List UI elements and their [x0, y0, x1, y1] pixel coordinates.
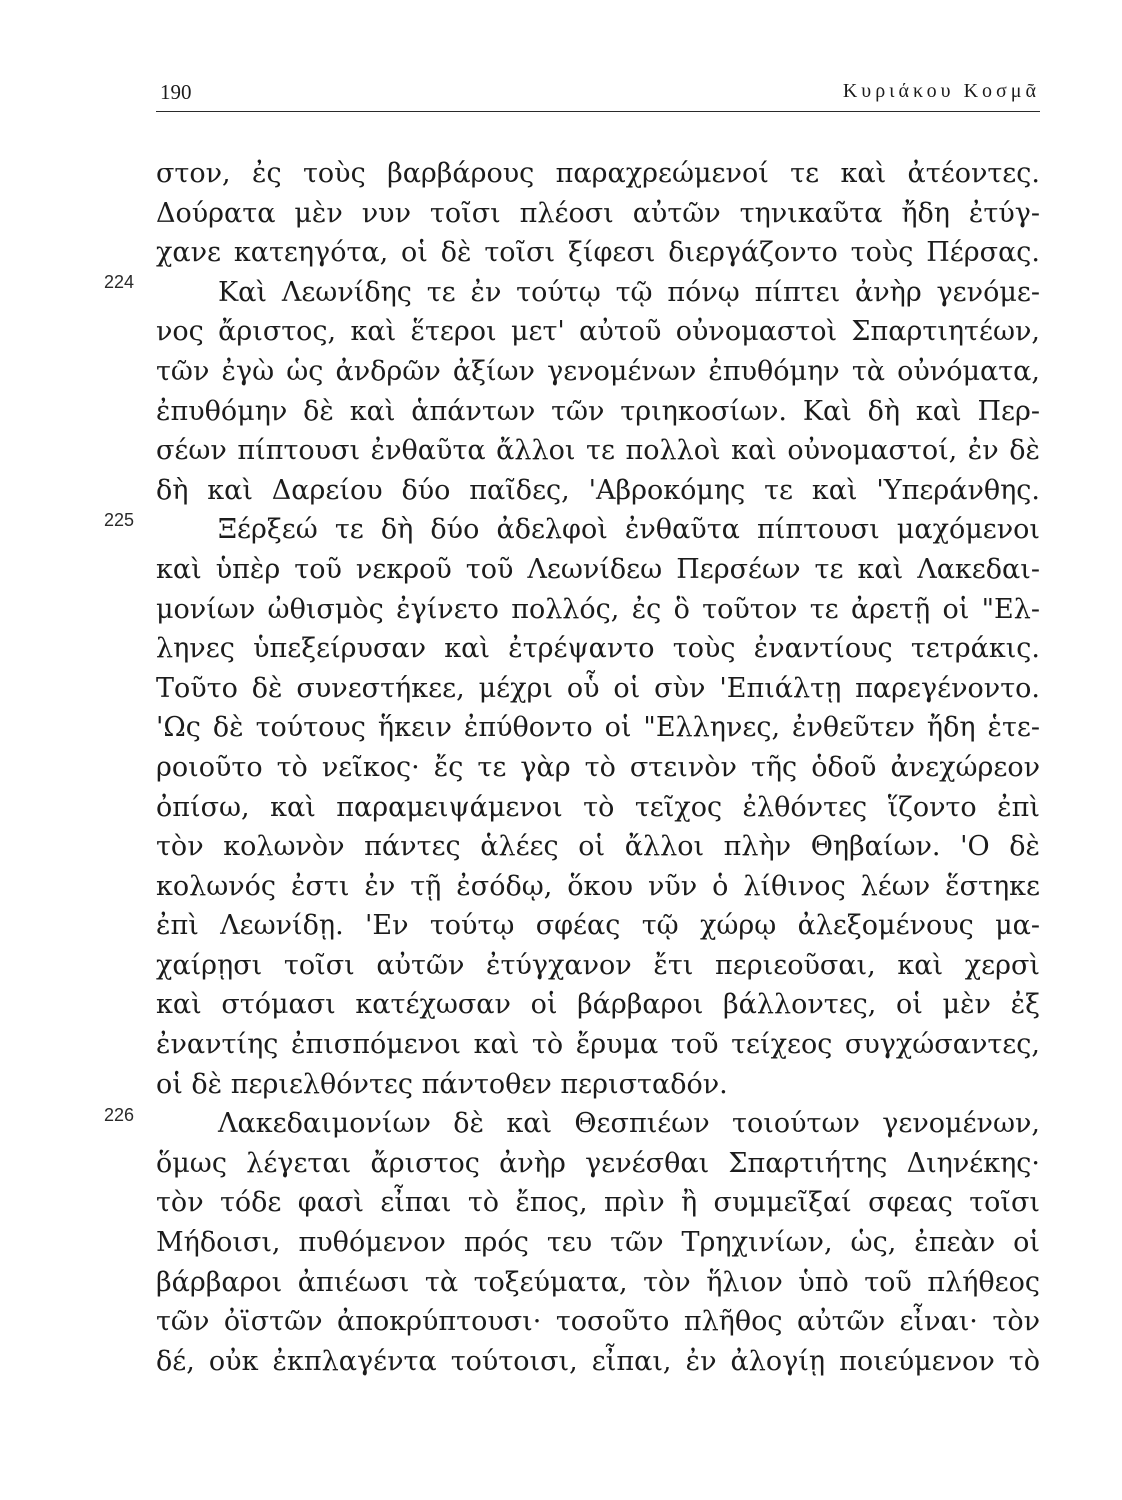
page-number: 190: [160, 80, 192, 104]
text-line: καὶ ὑπὲρ τοῦ νεκροῦ τοῦ Λεωνίδεω Περσέων τε καὶ Λακεδαι-: [156, 553, 1040, 585]
text-line: ὅμως λέγεται ἄριστος ἀνὴρ γενέσθαι Σπαρτιήτης Διηνέκης·: [156, 1147, 1040, 1179]
text-line: χανε κατεηγότα, οἱ δὲ τοῖσι ξίφεσι διεργάζοντο τοὺς Πέρσας.: [156, 237, 1040, 269]
text-line: ἐναντίης ἐπισπόμενοι καὶ τὸ ἔρυμα τοῦ τείχεος συγχώσαντες,: [156, 1029, 1040, 1061]
text-line: βάρβαροι ἀπιέωσι τὰ τοξεύματα, τὸν ἥλιον ὑπὸ τοῦ πλήθεος: [156, 1266, 1040, 1298]
text-line: ἐπυθόμην δὲ καὶ ἁπάντων τῶν τριηκοσίων. Καὶ δὴ καὶ Περ-: [156, 395, 1040, 427]
text-line: δὴ καὶ Δαρείου δύο παῖδες, 'Αβροκόμης τε καὶ 'Υπεράνθης.: [156, 474, 1040, 506]
body-text: [156, 154, 1040, 1381]
text-line: τὸν κολωνὸν πάντες ἁλέες οἱ ἄλλοι πλὴν Θηβαίων. 'Ο δὲ: [156, 831, 1040, 863]
text-line: χαίρῃσι τοῖσι αὐτῶν ἐτύγχανον ἔτι περιεοῦσαι, καὶ χερσὶ: [156, 949, 1040, 981]
section-number: 224: [104, 272, 135, 292]
text-line: ὀπίσω, καὶ παραμειψάμενοι τὸ τεῖχος ἐλθόντες ἵζοντο ἐπὶ: [156, 791, 1040, 823]
text-line: κολωνός ἐστι ἐν τῇ ἐσόδῳ, ὅκου νῦν ὁ λίθινος λέων ἕστηκε: [156, 870, 1040, 902]
text-line: μονίων ὠθισμὸς ἐγίνετο πολλός, ἐς ὃ τοῦτον τε ἀρετῇ οἱ "Ελ-: [156, 593, 1040, 625]
text-line: Μήδοισι, πυθόμενον πρός τευ τῶν Τρηχινίων, ὡς, ἐπεὰν οἱ: [156, 1227, 1040, 1259]
text-line: τὸν τόδε φασὶ εἶπαι τὸ ἔπος, πρὶν ἢ συμμεῖξαί σφεας τοῖσι: [156, 1187, 1040, 1219]
text-line: τῶν ἐγὼ ὡς ἀνδρῶν ἀξίων γενομένων ἐπυθόμην τὰ οὐνόματα,: [156, 355, 1040, 387]
text-line: Ξέρξεώ τε δὴ δύο ἀδελφοὶ ἐνθαῦτα πίπτουσι μαχόμενοι: [218, 514, 1040, 546]
section-number: 226: [104, 1105, 135, 1125]
text-line: καὶ στόμασι κατέχωσαν οἱ βάρβαροι βάλλοντες, οἱ μὲν ἐξ: [156, 989, 1040, 1021]
text-line: οἱ δὲ περιελθόντες πάντοθεν περισταδόν.: [156, 1068, 728, 1100]
text-line: Λακεδαιμονίων δὲ καὶ Θεσπιέων τοιούτων γενομένων,: [218, 1108, 1040, 1140]
text-line: σέων πίπτουσι ἐνθαῦτα ἄλλοι τε πολλοὶ καὶ οὐνομαστοί, ἐν δὲ: [156, 435, 1040, 467]
text-line: δέ, οὐκ ἐκπλαγέντα τούτοισι, εἶπαι, ἐν ἀλογίῃ ποιεύμενον τὸ: [156, 1345, 1040, 1377]
text-line: ροιοῦτο τὸ νεῖκος· ἔς τε γὰρ τὸ στεινὸν τῆς ὁδοῦ ἀνεχώρεον: [156, 751, 1040, 783]
text-line: νος ἄριστος, καὶ ἕτεροι μετ' αὐτοῦ οὐνομαστοὶ Σπαρτιητέων,: [156, 316, 1040, 348]
text-line: τῶν ὀϊστῶν ἀποκρύπτουσι· τοσοῦτο πλῆθος αὐτῶν εἶναι· τὸν: [156, 1306, 1040, 1338]
text-line: ἐπὶ Λεωνίδῃ. 'Εν τούτῳ σφέας τῷ χώρῳ ἀλεξομένους μα-: [156, 910, 1040, 942]
text-line: 'Ως δὲ τούτους ἥκειν ἐπύθοντο οἱ "Ελληνες, ἐνθεῦτεν ἤδη ἑτε-: [156, 712, 1040, 744]
text-line: Τοῦτο δὲ συνεστήκεε, μέχρι οὗ οἱ σὺν 'Επιάλτῃ παρεγένοντο.: [156, 672, 1040, 704]
text-line: Δούρατα μὲν νυν τοῖσι πλέοσι αὐτῶν τηνικαῦτα ἤδη ἐτύγ-: [156, 197, 1040, 229]
text-line: Καὶ Λεωνίδης τε ἐν τούτῳ τῷ πόνῳ πίπτει ἀνὴρ γενόμε-: [218, 276, 1040, 308]
text-line: στον, ἐς τοὺς βαρβάρους παραχρεώμενοί τε καὶ ἀτέοντες.: [156, 158, 1040, 189]
section-number: 225: [104, 510, 135, 530]
text-line: ληνες ὑπεξείρυσαν καὶ ἐτρέψαντο τοὺς ἐναντίους τετράκις.: [156, 633, 1040, 665]
header-rule: [156, 111, 1040, 112]
running-title: Κυριάκου Κοσμᾶ: [842, 80, 1040, 102]
running-header: [156, 76, 1040, 116]
